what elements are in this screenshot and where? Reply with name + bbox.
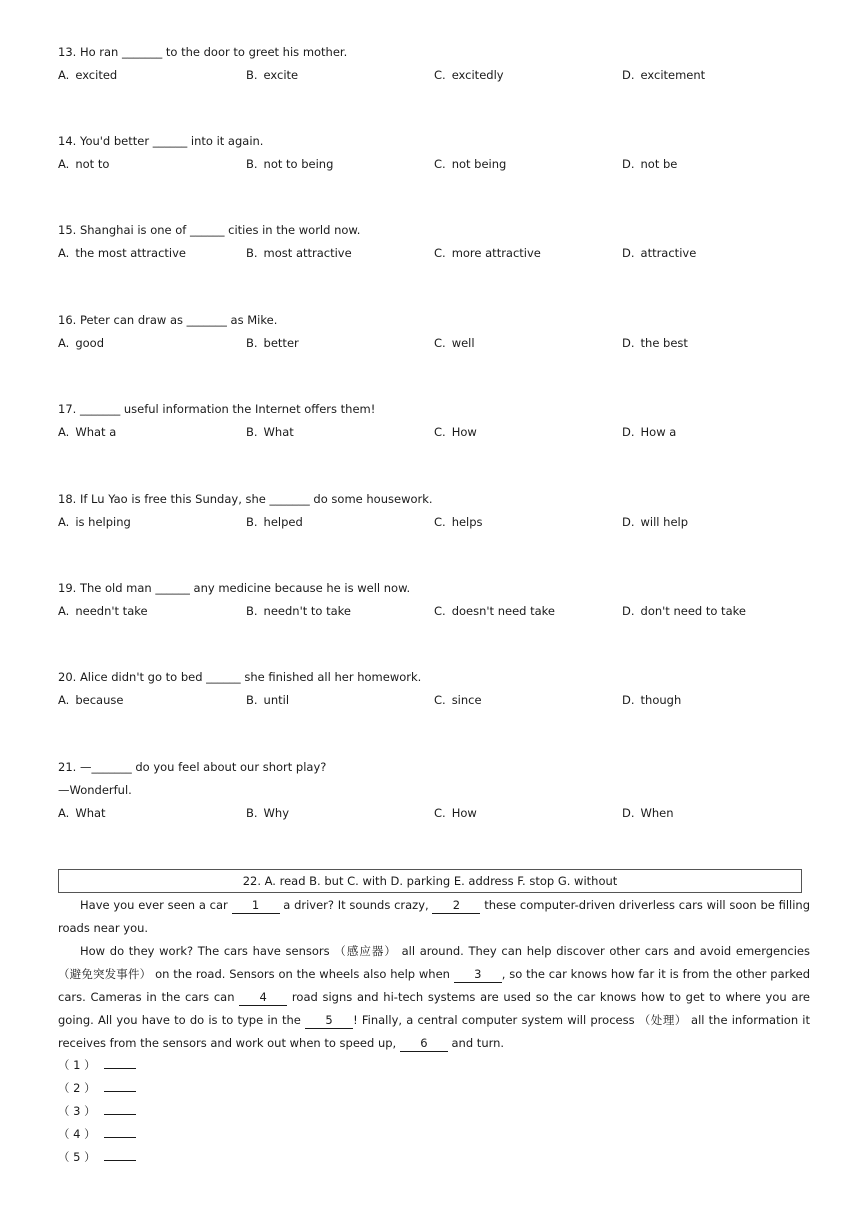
- answer-input-line[interactable]: [104, 1104, 136, 1115]
- option-d[interactable]: D. excitement: [622, 68, 706, 82]
- options-row: [58, 600, 818, 623]
- option-b[interactable]: B. better: [246, 336, 299, 350]
- question-reply: —Wonderful.: [58, 783, 132, 797]
- option-a[interactable]: A. not to: [58, 157, 110, 171]
- options-row: [58, 153, 818, 176]
- option-a[interactable]: A. because: [58, 693, 124, 707]
- answer-list: [58, 1054, 136, 1169]
- option-c[interactable]: C. How: [434, 425, 477, 439]
- option-c[interactable]: C. more attractive: [434, 246, 541, 260]
- option-a[interactable]: A. What: [58, 806, 106, 820]
- option-a[interactable]: A. is helping: [58, 515, 131, 529]
- answer-input-line[interactable]: [104, 1127, 136, 1138]
- options-row: [58, 511, 818, 534]
- word-bank-box: 22. A. read B. but C. with D. parking E. address F. stop G. without: [58, 869, 802, 893]
- question-stem: 18. If Lu Yao is free this Sunday, she _______ do some housework.: [58, 492, 433, 506]
- option-d[interactable]: D. How a: [622, 425, 677, 439]
- option-b[interactable]: B. needn't to take: [246, 604, 351, 618]
- question-stem: 19. The old man ______ any medicine because he is well now.: [58, 581, 411, 595]
- option-d[interactable]: D. When: [622, 806, 674, 820]
- options-row: [58, 64, 818, 87]
- question-stem: 21. —_______ do you feel about our short play?: [58, 760, 327, 774]
- option-a[interactable]: A. excited: [58, 68, 118, 82]
- answer-line-5[interactable]: （ 5 ）: [58, 1146, 136, 1169]
- option-a[interactable]: A. good: [58, 336, 104, 350]
- options-row: [58, 242, 818, 265]
- answer-line-1[interactable]: （ 1 ）: [58, 1054, 136, 1077]
- options-row: [58, 689, 818, 712]
- cloze-passage: [58, 894, 810, 1055]
- option-a[interactable]: A. the most attractive: [58, 246, 186, 260]
- answer-line-2[interactable]: （ 2 ）: [58, 1077, 136, 1100]
- question-21: [58, 756, 818, 825]
- answer-line-3[interactable]: （ 3 ）: [58, 1100, 136, 1123]
- blank-2: 2: [432, 897, 480, 914]
- option-a[interactable]: A. needn't take: [58, 604, 148, 618]
- answer-input-line[interactable]: [104, 1081, 136, 1092]
- question-stem: 15. Shanghai is one of ______ cities in the world now.: [58, 223, 361, 237]
- blank-6: 6: [400, 1035, 448, 1052]
- option-c[interactable]: C. doesn't need take: [434, 604, 555, 618]
- option-c[interactable]: C. since: [434, 693, 482, 707]
- blank-3: 3: [454, 966, 502, 983]
- option-b[interactable]: B. helped: [246, 515, 303, 529]
- option-b[interactable]: B. What: [246, 425, 294, 439]
- question-stem: 14. You'd better ______ into it again.: [58, 134, 264, 148]
- options-row: [58, 421, 818, 444]
- question-13: [58, 41, 818, 87]
- question-18: [58, 488, 818, 534]
- question-17: [58, 398, 818, 444]
- option-b[interactable]: B. most attractive: [246, 246, 352, 260]
- option-b[interactable]: B. not to being: [246, 157, 334, 171]
- question-stem: 20. Alice didn't go to bed ______ she finished all her homework.: [58, 670, 422, 684]
- blank-5: 5: [305, 1012, 353, 1029]
- option-b[interactable]: B. until: [246, 693, 290, 707]
- option-c[interactable]: C. well: [434, 336, 475, 350]
- question-stem: 16. Peter can draw as _______ as Mike.: [58, 313, 278, 327]
- option-d[interactable]: D. will help: [622, 515, 689, 529]
- option-c[interactable]: C. helps: [434, 515, 483, 529]
- answer-line-4[interactable]: （ 4 ）: [58, 1123, 136, 1146]
- option-c[interactable]: C. How: [434, 806, 477, 820]
- blank-1: 1: [232, 897, 280, 914]
- option-b[interactable]: B. Why: [246, 806, 290, 820]
- question-16: [58, 309, 818, 355]
- option-c[interactable]: C. excitedly: [434, 68, 504, 82]
- question-20: [58, 666, 818, 712]
- option-c[interactable]: C. not being: [434, 157, 507, 171]
- option-d[interactable]: D. the best: [622, 336, 688, 350]
- question-14: [58, 130, 818, 176]
- option-b[interactable]: B. excite: [246, 68, 299, 82]
- answer-input-line[interactable]: [104, 1058, 136, 1069]
- passage-paragraph-1: Have you ever seen a car 1 a driver? It sounds crazy, 2 these computer-driven driverless cars will soon be filling roads near you.: [58, 898, 811, 935]
- question-15: [58, 219, 818, 265]
- option-d[interactable]: D. though: [622, 693, 682, 707]
- answer-input-line[interactable]: [104, 1150, 136, 1161]
- options-row: [58, 802, 818, 825]
- option-d[interactable]: D. attractive: [622, 246, 697, 260]
- option-d[interactable]: D. not be: [622, 157, 678, 171]
- blank-4: 4: [239, 989, 287, 1006]
- option-a[interactable]: A. What a: [58, 425, 117, 439]
- passage-paragraph-2: How do they work? The cars have sensors （感应器） all around. They can help discover other cars and avoid emergencies （避免突发事件） on the road. Sensors on the wheels also help when 3 , so the car knows how far it is from the other parked cars. Cameras in the cars can 4 road signs and hi-tech systems are used so the car knows how to get to where you are going. All you have to do is to type in the 5 ! Finally, a central computer system will process （处理） all the information it receives from the sensors and work out when to speed up, 6 and turn.: [58, 944, 810, 1050]
- option-d[interactable]: D. don't need to take: [622, 604, 746, 618]
- question-stem: 17. _______ useful information the Internet offers them!: [58, 402, 376, 416]
- options-row: [58, 332, 818, 355]
- question-stem: 13. Ho ran _______ to the door to greet his mother.: [58, 45, 348, 59]
- question-19: [58, 577, 818, 623]
